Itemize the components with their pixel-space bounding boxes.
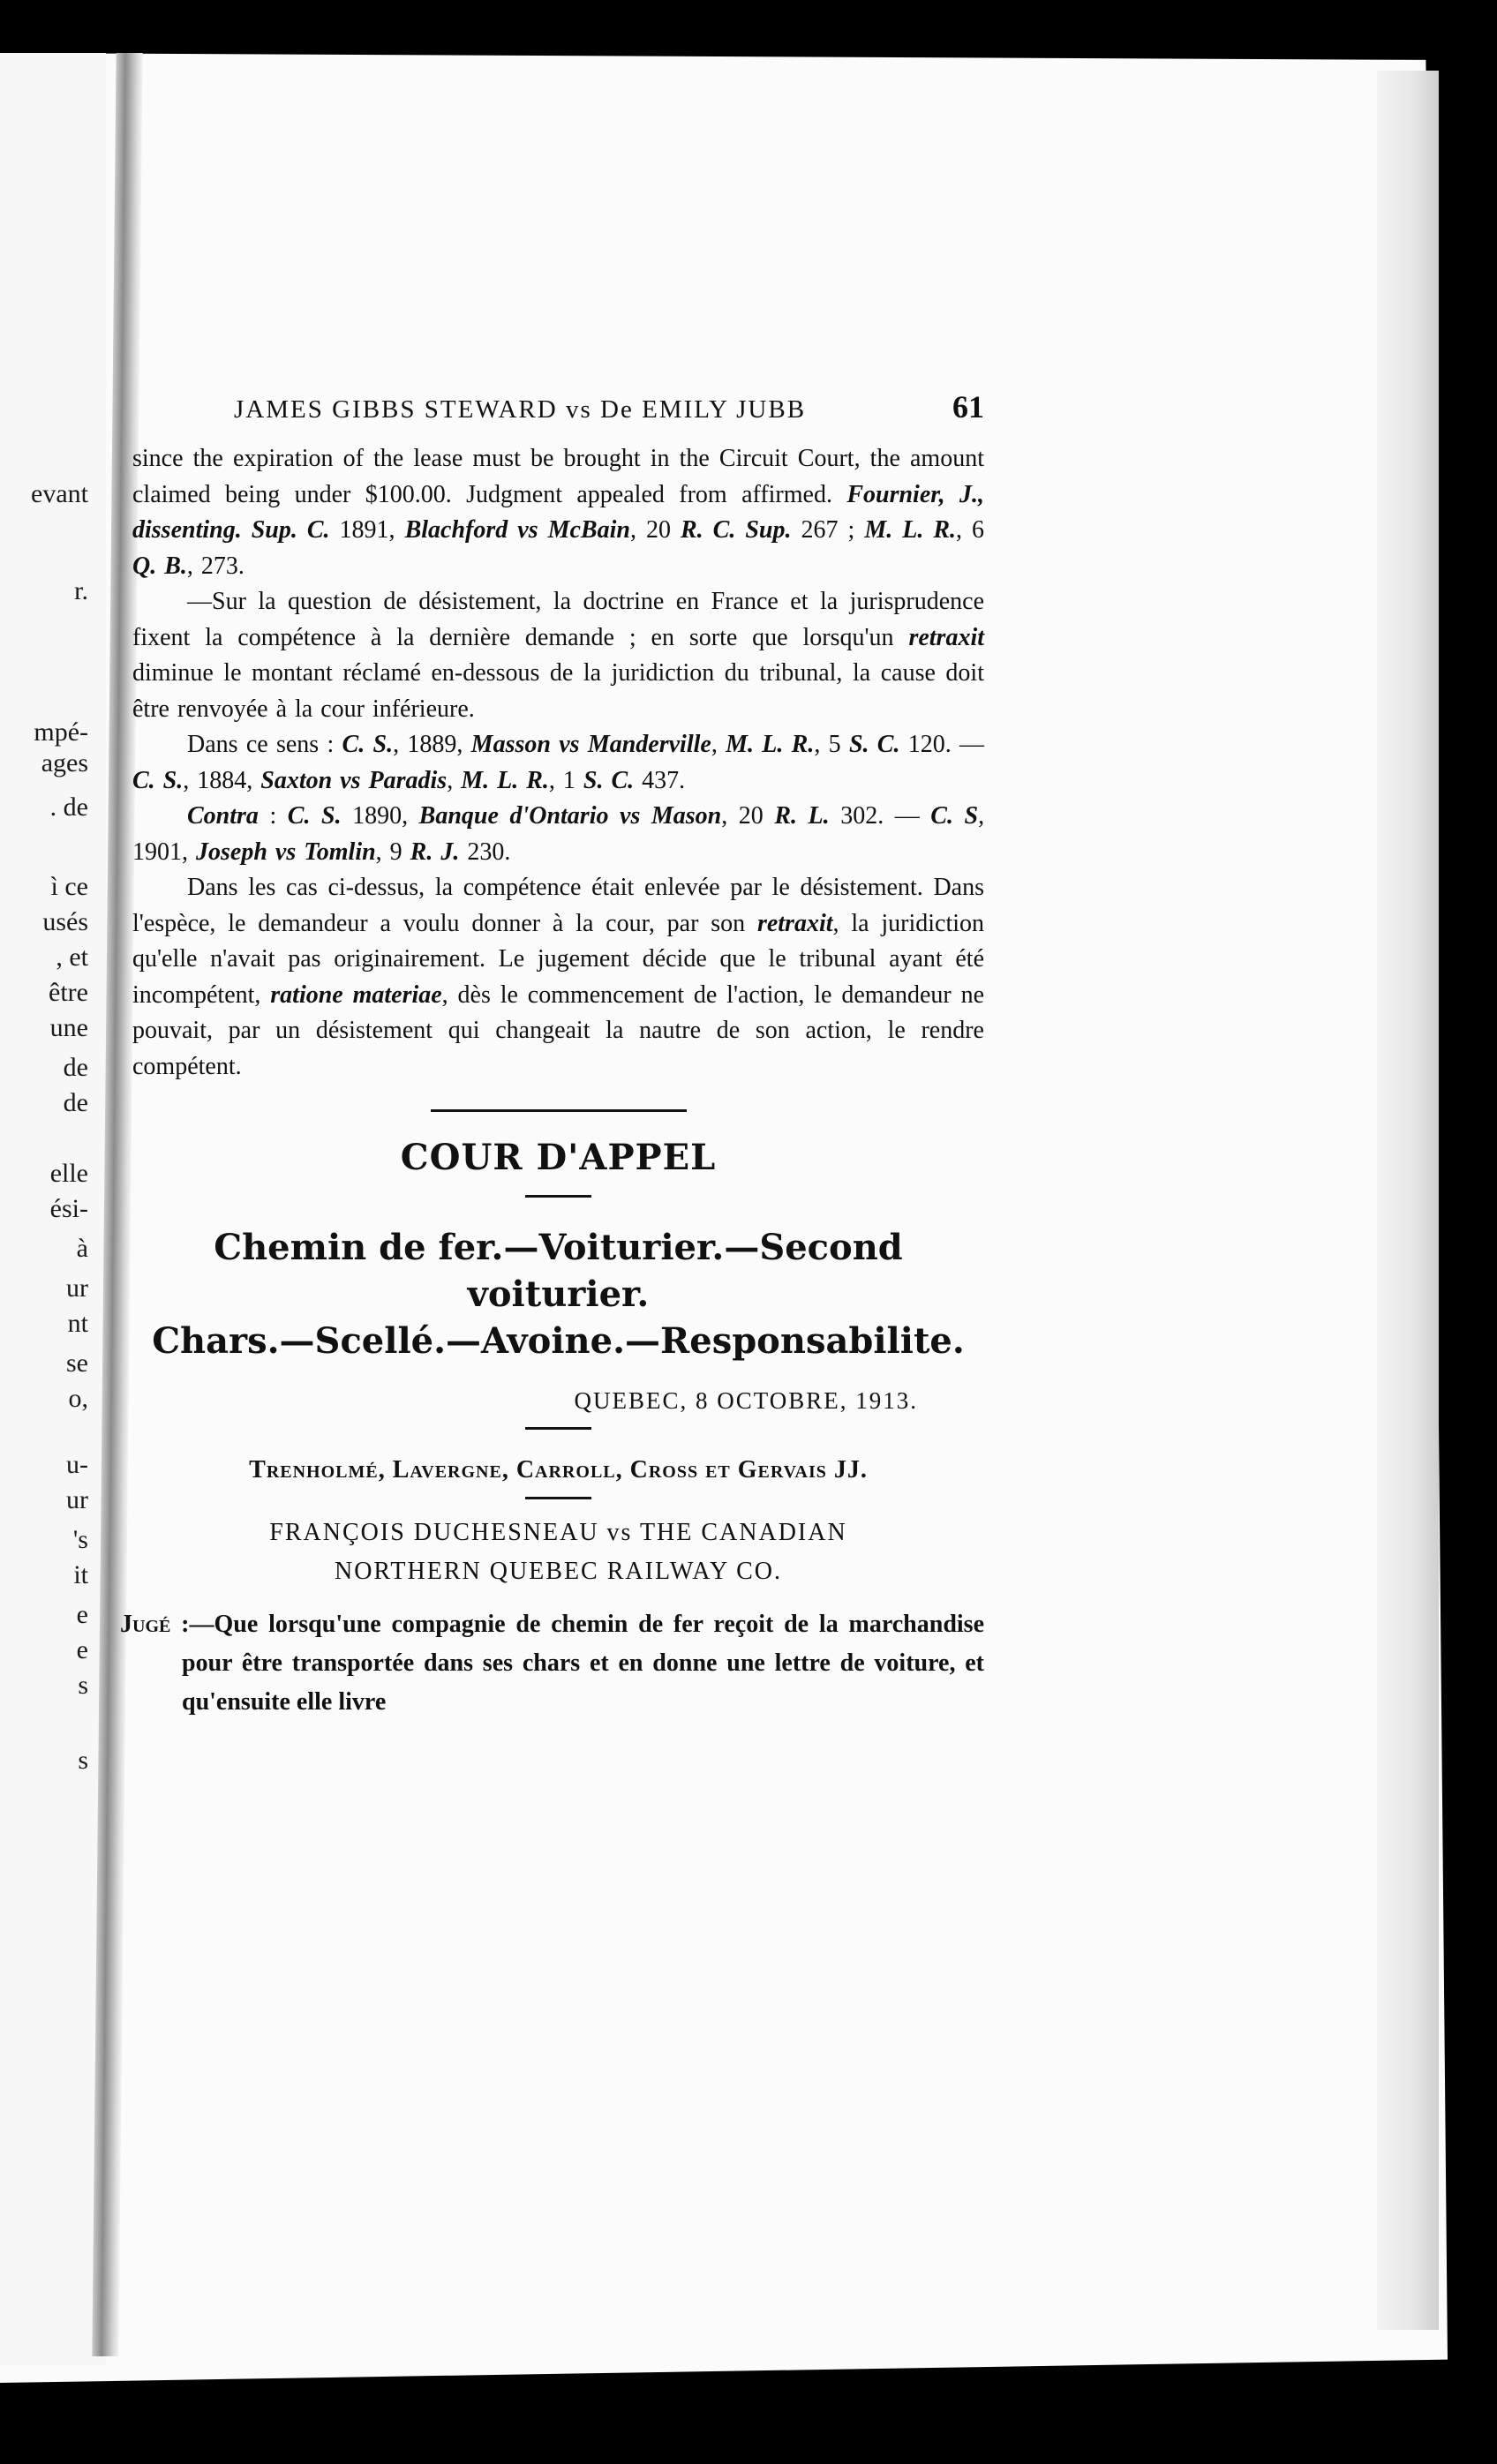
paragraph-text: , 9: [375, 838, 410, 866]
citation-italic: Blachford vs McBain: [404, 516, 630, 544]
left-page-fragment: ur: [66, 1485, 88, 1514]
left-page-fragment: de: [63, 1053, 88, 1082]
left-page-fragment: 's: [72, 1525, 88, 1554]
page-number: 61: [952, 389, 984, 424]
citation-italic: Q. B.: [132, 552, 187, 580]
left-page-fragment: u-: [66, 1450, 88, 1479]
body-paragraph: [132, 727, 984, 799]
short-divider: [525, 1427, 591, 1430]
left-page-fragment: , et: [56, 943, 88, 972]
citation-italic: ratione materiae: [270, 980, 442, 1009]
left-page-fragment: être: [49, 978, 88, 1007]
paragraph-text: , la juridiction qu'elle n'avait pas originairement. Le jugement décide que le tribunal ayant été incompétent,: [132, 909, 984, 1009]
citation-italic: Contra: [187, 802, 259, 830]
paragraph-text: , 20: [721, 802, 775, 830]
paragraph-text: since the expiration of the lease must be brought in the Circuit Court, the amount claimed being under $100.00. Judgment appealed from affirmed.: [132, 445, 984, 508]
citation-italic: S. C.: [848, 731, 900, 758]
citation-italic: M. L. R.: [864, 516, 957, 544]
citation-italic: Fournier, J., dissenting. Sup. C.: [132, 480, 985, 544]
paragraph-text: 1891,: [329, 516, 405, 544]
paragraph-text: Dans les cas ci-dessus, la compétence était enlevée par le désistement. Dans l'espèce, le demandeur a voulu donner à la cour, par son: [132, 874, 984, 937]
paragraph-text: , 5: [814, 731, 849, 758]
paragraph-text: Dans ce sens :: [187, 731, 342, 758]
left-page-fragment: ì ce: [50, 872, 88, 901]
section-divider: [431, 1109, 687, 1112]
left-page-fragment: e: [76, 1635, 88, 1664]
left-page-fragment: usés: [42, 907, 88, 936]
paragraph-text: , 1: [548, 766, 583, 794]
judges-line: Trenholmé, Lavergne, Carroll, Cross et Gervais JJ.: [249, 1456, 868, 1484]
paragraph-text: 120. —: [899, 731, 985, 758]
citation-italic: M. L. R.: [461, 766, 549, 794]
case-parties: [132, 1514, 984, 1591]
citation-italic: retraxit: [908, 623, 984, 651]
paragraph-text: ,: [711, 731, 726, 758]
left-page-fragment: une: [49, 1013, 88, 1042]
citation-italic: R. L.: [774, 802, 830, 830]
holding-text: —Que lorsqu'une compagnie de chemin de fer reçoit de la marchandise pour être transportée dans ses chars et en donne une lettre de voiture, et qu'ensuite elle livre: [182, 1611, 984, 1716]
short-divider: [525, 1497, 591, 1499]
parties-line: NORTHERN QUEBEC RAILWAY CO.: [334, 1558, 783, 1585]
left-page-fragment: r.: [74, 576, 88, 605]
paragraph-text: 437.: [634, 766, 686, 794]
decision-date: QUEBEC, 8 OCTOBRE, 1913.: [574, 1387, 918, 1414]
paragraph-text: :: [258, 802, 288, 830]
paragraph-text: , 1884,: [183, 766, 261, 794]
left-page-fragment: elle: [49, 1159, 88, 1188]
court-heading: COUR D'APPEL: [400, 1137, 717, 1178]
paragraph-text: , 6: [956, 516, 985, 544]
subject-line: Chemin de fer.—Voiturier.—Second voiturier.: [214, 1227, 903, 1315]
citation-italic: C. S.: [342, 731, 394, 758]
paragraph-text: , 20: [629, 516, 681, 544]
page-right-margin: [1377, 71, 1439, 2330]
paragraph-text: , 273.: [186, 552, 244, 580]
left-page-fragment: de: [63, 1088, 88, 1117]
paragraph-text: ,: [447, 766, 462, 794]
paragraph-text: , dès le commencement de l'action, le demandeur ne pouvait, par un désistement qui changeait la nautre de son action, le rendre compétent.: [132, 980, 984, 1080]
paragraph-text: , 1889,: [393, 731, 471, 758]
citation-italic: C. S: [930, 802, 979, 830]
left-page-fragment: o,: [68, 1384, 88, 1413]
paragraph-text: 267 ;: [791, 516, 865, 544]
left-page-fragment: à: [76, 1234, 88, 1263]
short-divider: [525, 1195, 591, 1198]
paragraph-text: 230.: [459, 838, 511, 866]
left-page-fragment: s: [78, 1671, 88, 1700]
body-paragraph: [132, 870, 984, 1085]
left-page-fragment: evant: [31, 479, 88, 508]
paragraph-text: diminue le montant réclamé en-dessous de la juridiction du tribunal, la cause doit être renvoyée à la cour inférieure.: [132, 659, 984, 723]
left-page-fragment: ur: [66, 1273, 88, 1303]
holding-paragraph: [120, 1605, 984, 1722]
paragraph-text: 302. —: [829, 802, 931, 830]
left-page-fragment: e: [76, 1600, 88, 1629]
body-paragraph: [132, 441, 984, 584]
parties-line: FRANÇOIS DUCHESNEAU vs THE CANADIAN: [269, 1519, 847, 1546]
citation-italic: C. S.: [132, 766, 184, 794]
left-page-fragment: nt: [67, 1309, 88, 1338]
citation-italic: C. S.: [287, 802, 342, 830]
left-page-fragment: se: [66, 1348, 88, 1378]
paragraph-text: 1890,: [341, 802, 419, 830]
left-page-fragment: ési-: [49, 1194, 88, 1223]
citation-italic: Banque d'Ontario vs Mason: [418, 802, 722, 830]
citation-italic: retraxit: [756, 909, 833, 937]
left-page-fragment: ages: [41, 748, 88, 778]
body-paragraph: [132, 799, 984, 870]
citation-italic: Joseph vs Tomlin: [196, 838, 376, 866]
citation-italic: R. C. Sup.: [680, 516, 792, 544]
paragraph-text: , 1901,: [132, 802, 985, 866]
running-head-title: JAMES GIBBS STEWARD vs De EMILY JUBB: [234, 395, 807, 424]
citation-italic: Saxton vs Paradis: [260, 766, 448, 794]
citation-italic: M. L. R.: [726, 731, 815, 758]
left-page-fragment: s: [78, 1746, 88, 1775]
left-page-fragment: mpé-: [34, 717, 88, 747]
citation-italic: R. J.: [410, 838, 460, 866]
holding-lead: Jugé :: [120, 1611, 190, 1638]
left-page-fragment: . de: [49, 793, 88, 822]
running-head: [132, 388, 984, 441]
main-text-column: [120, 388, 985, 1722]
subject-line: Chars.—Scellé.—Avoine.—Responsabilite.: [152, 1320, 965, 1362]
body-text: [132, 441, 984, 1085]
citation-italic: Masson vs Manderville: [470, 731, 711, 758]
paragraph-text: —Sur la question de désistement, la doctrine en France et la jurisprudence fixent la compétence à la dernière demande ; en sorte que lorsqu'un: [132, 588, 984, 651]
body-paragraph: [132, 584, 984, 727]
left-page-fragment: it: [73, 1560, 88, 1589]
citation-italic: S. C.: [583, 766, 635, 794]
case-subject: [132, 1224, 984, 1364]
